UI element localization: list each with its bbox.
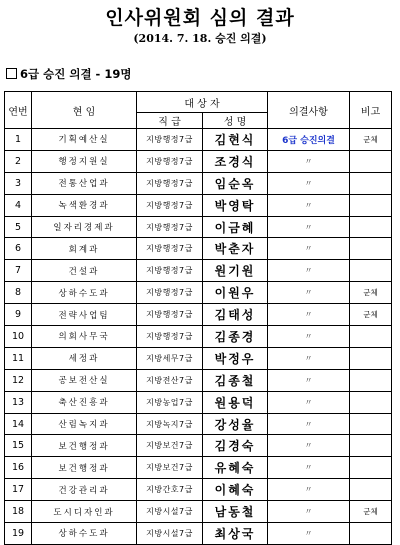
grade-cell: 지방보건7급 [137,457,203,479]
department-cell: 보건행정과 [32,435,137,457]
name-cell: 김경숙 [203,435,268,457]
result-cell: 〃 [268,347,350,369]
grade-cell: 지방행정7급 [137,260,203,282]
note-cell: 군체 [350,501,392,523]
checkbox-square-icon [6,68,17,79]
grade-cell: 지방시설7급 [137,501,203,523]
department-cell: 상하수도과 [32,523,137,545]
header-num: 연번 [5,92,32,129]
note-cell [350,457,392,479]
result-cell: 〃 [268,172,350,194]
grade-cell: 지방녹지7급 [137,413,203,435]
grade-cell: 지방행정7급 [137,172,203,194]
note-cell [350,238,392,260]
header-note: 비고 [350,92,392,129]
grade-cell: 지방시설7급 [137,523,203,545]
name-cell: 남동철 [203,501,268,523]
name-cell: 이금혜 [203,216,268,238]
section-heading [6,66,131,82]
note-cell [350,347,392,369]
department-cell: 회계과 [32,238,137,260]
row-number: 4 [5,194,32,216]
header-name: 성 명 [203,113,268,129]
name-cell: 박춘자 [203,238,268,260]
grade-cell: 지방행정7급 [137,304,203,326]
grade-cell: 지방행정7급 [137,326,203,348]
row-number: 7 [5,260,32,282]
result-cell: 〃 [268,457,350,479]
note-cell [350,194,392,216]
note-cell [350,150,392,172]
table-row [5,413,392,435]
row-number: 10 [5,326,32,348]
row-number: 11 [5,347,32,369]
result-cell: 〃 [268,435,350,457]
table-row [5,326,392,348]
department-cell: 도시디자인과 [32,501,137,523]
table-row [5,501,392,523]
result-cell: 〃 [268,369,350,391]
document-title: 인사위원회 심의 결과 [105,7,295,29]
table-row [5,172,392,194]
table-row [5,194,392,216]
row-number: 19 [5,523,32,545]
department-cell: 전통산업과 [32,172,137,194]
grade-cell: 지방전산7급 [137,369,203,391]
name-cell: 임순옥 [203,172,268,194]
row-number: 5 [5,216,32,238]
name-cell: 최상국 [203,523,268,545]
grade-cell: 지방행정7급 [137,194,203,216]
department-cell: 공보전산실 [32,369,137,391]
row-number: 3 [5,172,32,194]
row-number: 18 [5,501,32,523]
note-cell [350,326,392,348]
result-cell: 〃 [268,523,350,545]
note-cell: 군체 [350,304,392,326]
grade-cell: 지방세무7급 [137,347,203,369]
result-cell: 〃 [268,391,350,413]
department-cell: 녹색환경과 [32,194,137,216]
table-row [5,216,392,238]
result-cell: 〃 [268,150,350,172]
department-cell: 건강관리과 [32,479,137,501]
promotion-table [4,91,392,545]
table-row [5,238,392,260]
note-cell [350,391,392,413]
grade-cell: 지방간호7급 [137,479,203,501]
name-cell: 조경식 [203,150,268,172]
name-cell: 김현식 [203,129,268,151]
result-cell: 〃 [268,260,350,282]
header-dept: 현 임 [32,92,137,129]
row-number: 16 [5,457,32,479]
result-cell: 〃 [268,304,350,326]
department-cell: 행정지원실 [32,150,137,172]
name-cell: 박정우 [203,347,268,369]
row-number: 15 [5,435,32,457]
header-target: 대 상 자 [137,92,268,113]
name-cell: 원기원 [203,260,268,282]
table-row [5,304,392,326]
note-cell [350,413,392,435]
grade-cell: 지방농업7급 [137,391,203,413]
note-cell: 군체 [350,129,392,151]
note-cell [350,435,392,457]
row-number: 9 [5,304,32,326]
department-cell: 의회사무국 [32,326,137,348]
department-cell: 산림녹지과 [32,413,137,435]
name-cell: 유혜숙 [203,457,268,479]
row-number: 8 [5,282,32,304]
header-grade: 직 급 [137,113,203,129]
department-cell: 전략사업팀 [32,304,137,326]
department-cell: 상하수도과 [32,282,137,304]
note-cell [350,216,392,238]
department-cell: 보건행정과 [32,457,137,479]
result-cell: 〃 [268,282,350,304]
name-cell: 강성율 [203,413,268,435]
note-cell [350,260,392,282]
table-row [5,347,392,369]
department-cell: 기획예산실 [32,129,137,151]
table-row [5,523,392,545]
section-label: 6급 승진 의결 - 19명 [20,67,132,81]
result-cell: 6급 승진의결 [268,129,350,151]
name-cell: 이원우 [203,282,268,304]
table-row [5,391,392,413]
row-number: 14 [5,413,32,435]
note-cell [350,479,392,501]
row-number: 6 [5,238,32,260]
grade-cell: 지방행정7급 [137,129,203,151]
name-cell: 이혜숙 [203,479,268,501]
result-cell: 〃 [268,479,350,501]
row-number: 1 [5,129,32,151]
name-cell: 김종경 [203,326,268,348]
grade-cell: 지방행정7급 [137,150,203,172]
result-cell: 〃 [268,413,350,435]
name-cell: 박영탁 [203,194,268,216]
row-number: 13 [5,391,32,413]
department-cell: 건설과 [32,260,137,282]
table-row [5,457,392,479]
table-row [5,260,392,282]
department-cell: 일자리경제과 [32,216,137,238]
result-cell: 〃 [268,216,350,238]
note-cell [350,369,392,391]
table-row [5,150,392,172]
result-cell: 〃 [268,326,350,348]
document-subtitle: (2014. 7. 18. 승진 의결) [133,32,267,45]
note-cell [350,172,392,194]
result-cell: 〃 [268,194,350,216]
row-number: 2 [5,150,32,172]
result-cell: 〃 [268,501,350,523]
table-row [5,435,392,457]
header-result: 의결사항 [268,92,350,129]
result-cell: 〃 [268,238,350,260]
table-row [5,282,392,304]
grade-cell: 지방행정7급 [137,282,203,304]
grade-cell: 지방행정7급 [137,238,203,260]
row-number: 12 [5,369,32,391]
row-number: 17 [5,479,32,501]
grade-cell: 지방행정7급 [137,216,203,238]
table-row [5,369,392,391]
table-row [5,479,392,501]
grade-cell: 지방보건7급 [137,435,203,457]
table-row [5,129,392,151]
name-cell: 김태성 [203,304,268,326]
note-cell [350,523,392,545]
note-cell: 군체 [350,282,392,304]
name-cell: 김종철 [203,369,268,391]
name-cell: 원용덕 [203,391,268,413]
department-cell: 축산진흥과 [32,391,137,413]
department-cell: 세정과 [32,347,137,369]
